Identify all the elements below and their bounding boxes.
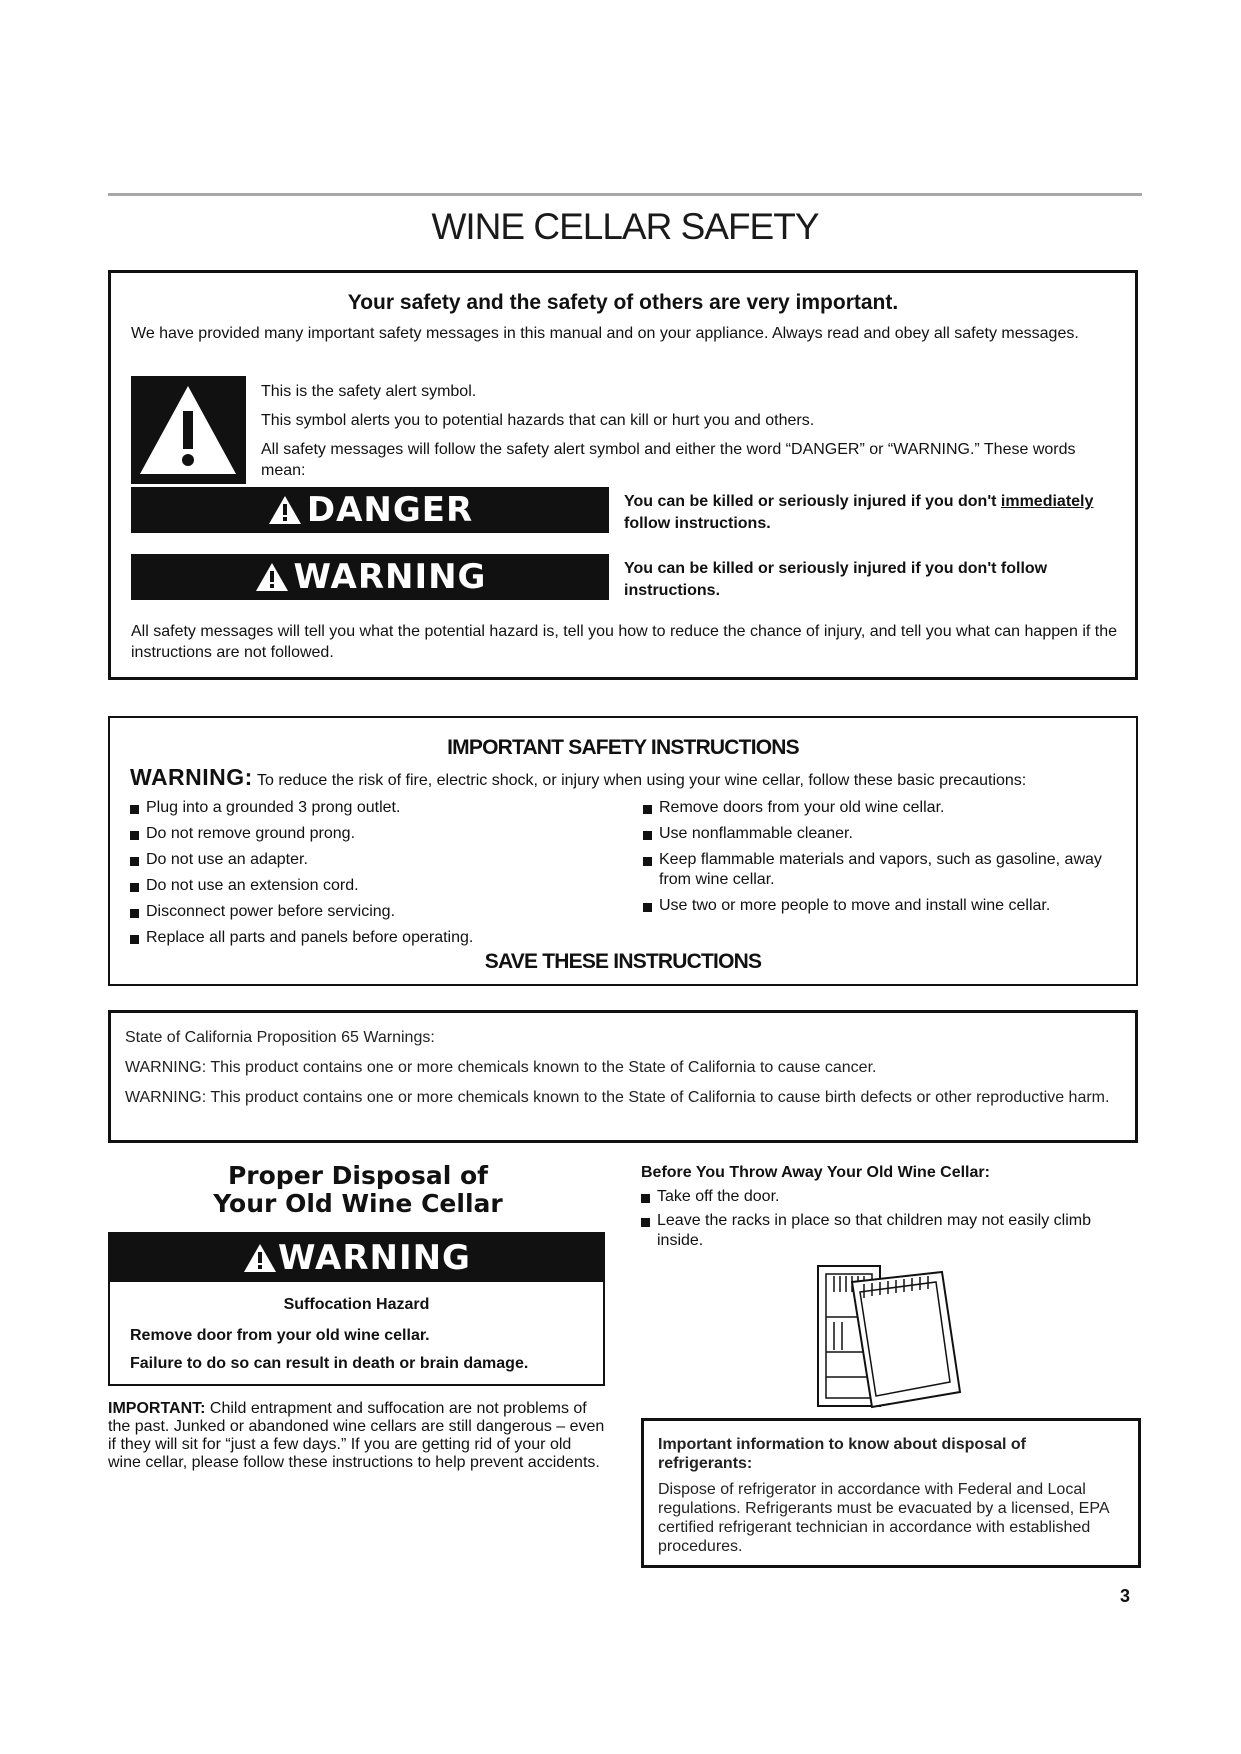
page-number: 3 — [1120, 1586, 1131, 1606]
disposal-title: Proper Disposal of Your Old Wine Cellar — [213, 1161, 503, 1218]
safety-heading: Your safety and the safety of others are very important. — [347, 291, 899, 314]
prop65-title: State of California Proposition 65 Warnings: — [125, 1029, 435, 1046]
suffocation-warning-box — [108, 1232, 605, 1386]
list-item: Do not use an extension cord. — [130, 876, 610, 896]
alert-line: All safety messages will follow the safety alert symbol and either the word “DANGER” or “WARNING.” These words mean: — [261, 441, 1076, 479]
instructions-box — [108, 716, 1138, 986]
refrigerant-body: Dispose of refrigerator in accordance with Federal and Local regulations. Refrigerants must be evacuated by a licensed, EPA certified refrigerant technician in accordance with established procedures. — [658, 1481, 1109, 1555]
alert-symbol-icon — [131, 376, 246, 484]
instructions-heading: IMPORTANT SAFETY INSTRUCTIONS — [447, 736, 799, 759]
warning-triangle-icon — [242, 1242, 278, 1274]
save-instructions: SAVE THESE INSTRUCTIONS — [484, 950, 762, 973]
list-item: Do not remove ground prong. — [130, 824, 610, 844]
suffocation-hazard: Suffocation Hazard — [283, 1296, 430, 1313]
important-paragraph: IMPORTANT: Child entrapment and suffocation are not problems of the past. Junked or abandoned wine cellars are still dangerous – even if they will sit for “just a few days.” If you are getting rid of your old wine cellar, please follow these instructions to help prevent accidents. — [108, 1400, 605, 1471]
remove-door-line: Remove door from your old wine cellar. — [130, 1327, 430, 1344]
warning-signal — [131, 554, 609, 600]
warning-text: You can be killed or seriously injured if you don't follow instructions. — [624, 560, 1048, 599]
instructions-warning: WARNING: To reduce the risk of fire, electric shock, or injury when using your wine cellar, follow these basic precautions: — [130, 764, 1027, 790]
alert-line: This symbol alerts you to potential hazards that can kill or hurt you and others. — [261, 412, 815, 429]
prop65-warning-birth: WARNING: This product contains one or more chemicals known to the State of California to cause birth defects or other reproductive harm. — [125, 1089, 1110, 1106]
danger-signal — [131, 487, 609, 533]
list-item: Use nonflammable cleaner. — [643, 824, 1123, 844]
list-item: Leave the racks in place so that children may not easily climb inside. — [641, 1211, 1127, 1251]
before-throw-list — [641, 1187, 1141, 1255]
list-item: Keep flammable materials and vapors, such as gasoline, away from wine cellar. — [643, 850, 1123, 890]
refrigerant-box — [641, 1418, 1141, 1568]
wine-cellar-door-illustration — [814, 1262, 964, 1417]
page-title: WINE CELLAR SAFETY — [431, 206, 819, 247]
danger-label: DANGER — [306, 490, 474, 530]
safety-box — [108, 270, 1138, 680]
refrigerant-heading: Important information to know about disposal of refrigerants: — [658, 1436, 1026, 1472]
list-item: Disconnect power before servicing. — [130, 902, 610, 922]
warning-label: WARNING — [293, 557, 487, 597]
suffocation-warning-bar: WARNING — [110, 1234, 603, 1282]
top-rule — [108, 193, 1142, 196]
instructions-left-list — [130, 798, 610, 954]
safety-intro: We have provided many important safety messages in this manual and on your appliance. Always read and obey all safety messages. — [131, 325, 1079, 342]
before-throw-heading: Before You Throw Away Your Old Wine Cellar: — [641, 1164, 990, 1181]
list-item: Use two or more people to move and install wine cellar. — [643, 896, 1123, 916]
prop65-warning-cancer: WARNING: This product contains one or more chemicals known to the State of California to cause cancer. — [125, 1059, 877, 1076]
danger-text: You can be killed or seriously injured if you don't immediately follow instructions. — [624, 493, 1094, 532]
warning-triangle-icon — [254, 561, 290, 593]
prop65-box — [108, 1010, 1138, 1143]
list-item: Do not use an adapter. — [130, 850, 610, 870]
safety-footer: All safety messages will tell you what the potential hazard is, tell you how to reduce the chance of injury, and tell you what can happen if the instructions are not followed. — [131, 623, 1118, 661]
list-item: Plug into a grounded 3 prong outlet. — [130, 798, 610, 818]
list-item: Take off the door. — [641, 1187, 1141, 1207]
instructions-right-list — [643, 798, 1123, 922]
alert-lines — [261, 381, 1101, 489]
alert-line: This is the safety alert symbol. — [261, 383, 477, 400]
list-item: Remove doors from your old wine cellar. — [643, 798, 1123, 818]
failure-line: Failure to do so can result in death or brain damage. — [130, 1355, 529, 1372]
warning-triangle-icon — [267, 494, 303, 526]
list-item: Replace all parts and panels before operating. — [130, 928, 610, 948]
